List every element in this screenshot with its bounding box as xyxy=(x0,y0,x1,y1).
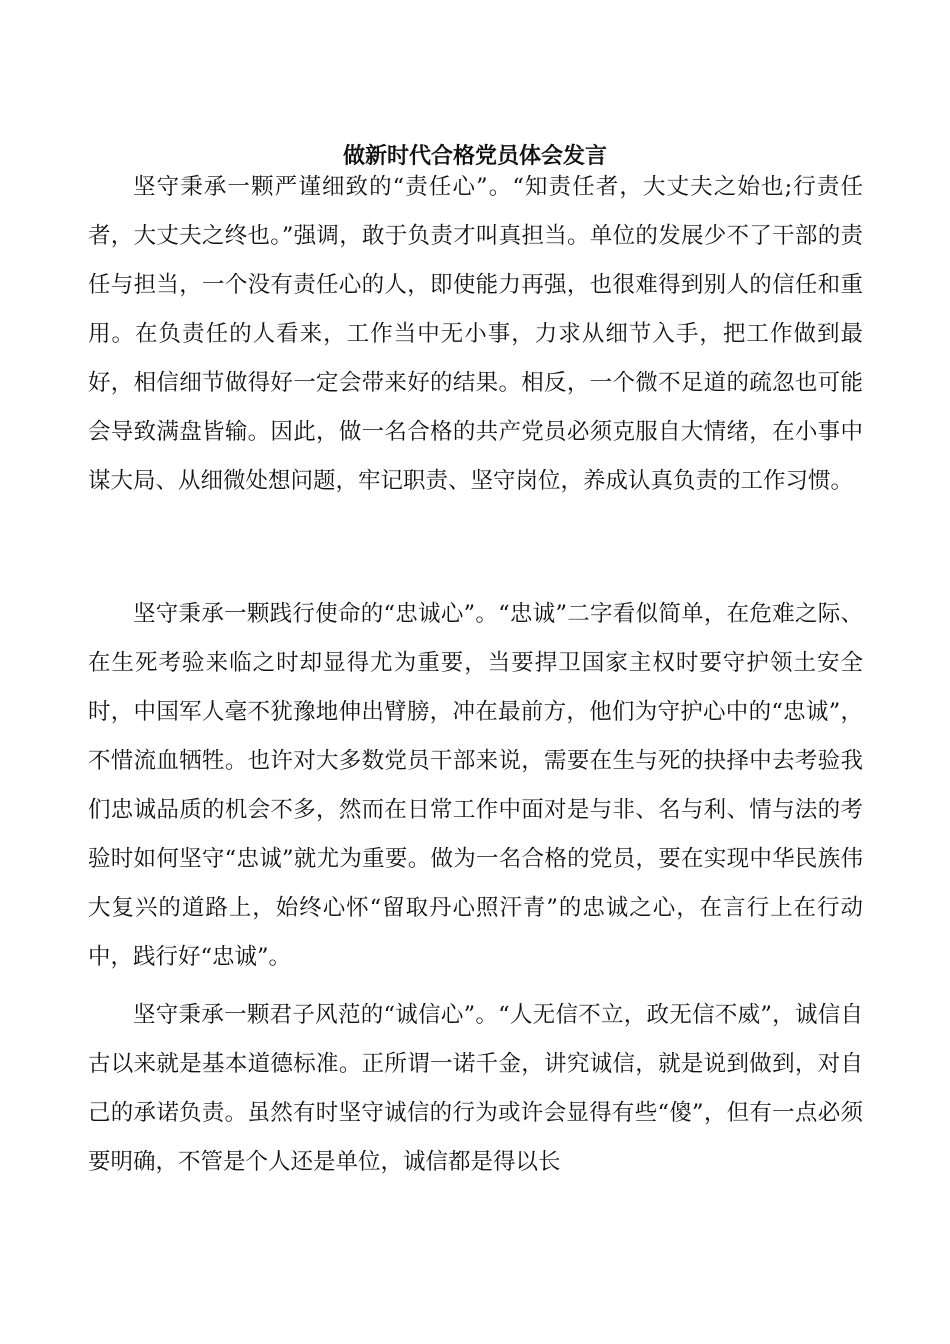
paragraph-responsibility: 坚守秉承一颗严谨细致的“责任心”。“知责任者，大丈夫之始也;行责任者，大丈夫之终也。”强调，敢于负责才叫真担当。单位的发展少不了干部的责任与担当，一个没有责任心的人，即使能力再强，也很难得到别人的信任和重用。在负责任的人看来，工作当中无小事，力求从细节入手，把工作做到最好，相信细节做得好一定会带来好的结果。相反，一个微不足道的疏忽也可能会导致满盘皆输。因此，做一名合格的共产党员必须克服自大情绪，在小事中谋大局、从细微处想问题，牢记职责、坚守岗位，养成认真负责的工作习惯。 xyxy=(88,174,863,494)
document-title: 做新时代合格党员体会发言 xyxy=(342,143,607,169)
paragraph-loyalty: 坚守秉承一颗践行使命的“忠诚心”。“忠诚”二字看似简单，在危难之际、在生死考验来临之时却显得尤为重要，当要捍卫国家主权时要守护领土安全时，中国军人毫不犹豫地伸出臂膀，冲在最前方，他们为守护心中的“忠诚”，不惜流血牺牲。也许对大多数党员干部来说，需要在生与死的抉择中去考验我们忠诚品质的机会不多，然而在日常工作中面对是与非、名与利、情与法的考验时如何坚守“忠诚”就尤为重要。做为一名合格的党员，要在实现中华民族伟大复兴的道路上，始终心怀“留取丹心照汗青”的忠诚之心，在言行上在行动中，践行好“忠诚”。 xyxy=(88,601,863,970)
paragraph-integrity: 坚守秉承一颗君子风范的“诚信心”。“人无信不立，政无信不威”，诚信自古以来就是基本道德标准。正所谓一诺千金，讲究诚信，就是说到做到，对自己的承诺负责。虽然有时坚守诚信的行为或许会显得有些“傻”，但有一点必须要明确，不管是个人还是单位，诚信都是得以长 xyxy=(88,1002,863,1175)
